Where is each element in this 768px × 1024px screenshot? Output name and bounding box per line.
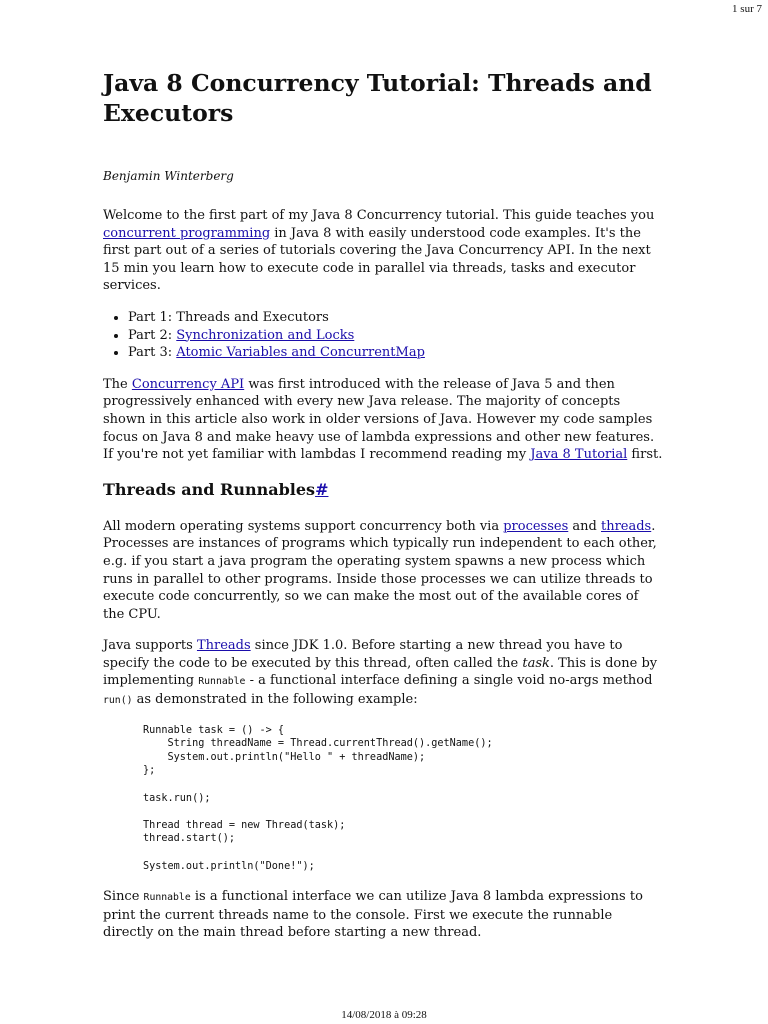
page-title: Java 8 Concurrency Tutorial: Threads and Executors: [103, 69, 652, 127]
java8-tutorial-link[interactable]: Java 8 Tutorial: [530, 447, 628, 463]
synchronization-locks-link[interactable]: Synchronization and Locks: [176, 327, 355, 343]
since-paragraph: Since Runnable is a functional interface we can utilize Java 8 lambda expressions to print the current threads name to the console. First we execute the runnable directly on the main thread before starting a new thread.: [103, 889, 643, 941]
atomic-variables-link[interactable]: Atomic Variables and ConcurrentMap: [176, 345, 425, 361]
concurrency-api-link[interactable]: Concurrency API: [131, 376, 245, 392]
list-item: • Part 2: Synchronization and Locks: [128, 327, 663, 345]
threads-link[interactable]: threads: [600, 518, 652, 534]
article: [103, 68, 663, 942]
inline-code-run: run(): [103, 695, 133, 707]
java-threads-paragraph: Java supports Threads since JDK 1.0. Before starting a new thread you have to specify the code to be executed by this thread, often called the task. This is done by implementing Runnable - a functional interface defining a single void no-args method run() as demonstrated in the following example:: [103, 638, 658, 708]
print-timestamp: 14/08/2018 à 09:28: [341, 1009, 427, 1021]
parts-list: [103, 309, 663, 362]
intro-paragraph: Welcome to the first part of my Java 8 Concurrency tutorial. This guide teaches you concurrent programming in Java 8 with easily understood code examples. It's the first part out of a series of tutorials covering the Java Concurrency API. In the next 15 min you learn how to execute code in parallel via threads, tasks and executor services.: [103, 208, 655, 294]
code-block: Runnable task = () -> { String threadName = Thread.currentThread().getName(); System.out.println("Hello " + threadName); }; task.run(); Thread thread = new Thread(task); thread.start(); System.out.println("Done!");: [143, 724, 493, 872]
concurrent-programming-link[interactable]: concurrent programming: [103, 225, 271, 241]
processes-link[interactable]: processes: [503, 518, 569, 534]
section-heading: Threads and Runnables#: [103, 479, 329, 499]
inline-code-runnable-2: Runnable: [143, 892, 191, 904]
inline-code-runnable: Runnable: [198, 676, 246, 688]
list-item: • Part 3: Atomic Variables and ConcurrentMap: [128, 344, 663, 362]
section-anchor-link[interactable]: #: [315, 479, 329, 499]
os-paragraph: All modern operating systems support concurrency both via processes and threads. Processes are instances of programs which typically run independent to each other, e.g. if you start a java program the operating system spawns a new process which runs in parallel to other programs. Inside those processes we can utilize threads to execute code concurrently, so we can make the most out of the available cores of the CPU.: [103, 518, 657, 622]
java-threads-link[interactable]: Threads: [196, 638, 251, 654]
author-byline: Benjamin Winterberg: [103, 169, 234, 183]
list-item: • Part 1: Threads and Executors: [128, 309, 663, 327]
page-indicator: 1 sur 7: [732, 3, 762, 15]
part-1-label: Threads and Executors: [176, 309, 329, 325]
api-paragraph: The Concurrency API was first introduced with the release of Java 5 and then progressively enhanced with every new Java release. The majority of concepts shown in this article also work in older versions of Java. However my code samples focus on Java 8 and make heavy use of lambda expressions and other new features. If you're not yet familiar with lambdas I recommend reading my Java 8 Tutorial first.: [103, 376, 663, 463]
